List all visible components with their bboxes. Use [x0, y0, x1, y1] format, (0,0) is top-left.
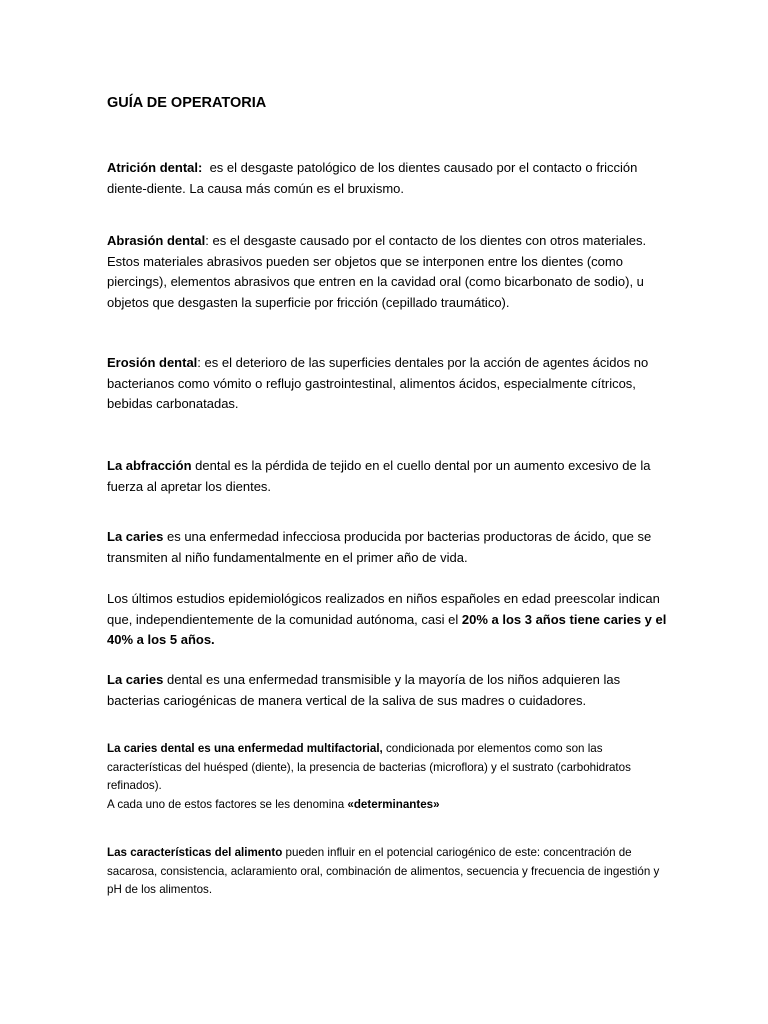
term-alimento: Las características del alimento [107, 846, 283, 859]
term-determinantes: «determinantes» [347, 797, 440, 811]
stat-highlight: 20% a los 3 años tiene caries y el 40% a los 5 años. [107, 611, 667, 647]
term-abfraccion: La abfracción [107, 458, 192, 473]
paragraph-abfraccion [107, 456, 667, 497]
paragraph-atricion [107, 158, 667, 199]
text-alimento: pueden influir en el potencial cariogénico de este: concentración de sacarosa, consistencia, aclaramiento oral, combinación de alimentos, secuencia y frecuencia de ingestión y pH de los alimentos. [107, 846, 660, 896]
text-determinantes: A cada uno de estos factores se les denomina [107, 797, 348, 811]
text-abrasion: : es el desgaste causado por el contacto de los dientes con otros materiales. Estos materiales abrasivos pueden ser objetos que se interponen entre los dientes (como piercings), elementos abrasivos que entren en la cavidad oral (como bicarbonato de sodio), u objetos que desgasten la superficie por fricción (cepillado traumático). [107, 233, 647, 310]
paragraph-caries-infecciosa [107, 527, 667, 568]
paragraph-abrasion [107, 231, 667, 313]
text-caries-infecciosa: es una enfermedad infecciosa producida por bacterias productoras de ácido, que se transmiten al niño fundamentalmente en el primer año de vida. [107, 529, 652, 565]
paragraph-erosion [107, 353, 667, 415]
term-atricion: Atrición dental: [107, 160, 203, 175]
text-atricion: es el desgaste patológico de los dientes causado por el contacto o fricción diente-diente. La causa más común es el bruxismo. [107, 160, 642, 196]
text-abfraccion: dental es la pérdida de tejido en el cuello dental por un aumento excesivo de la fuerza al apretar los dientes. [107, 458, 651, 494]
text-caries-transmisible: dental es una enfermedad transmisible y la mayoría de los niños adquieren las bacterias cariogénicas de manera vertical de la saliva de sus madres o cuidadores. [107, 672, 621, 708]
paragraph-caries-transmisible [107, 670, 667, 711]
paragraph-multifactorial [107, 740, 663, 814]
term-caries-transmisible: La caries [107, 672, 164, 687]
determinantes-line [107, 796, 663, 815]
term-erosion: Erosión dental [107, 355, 198, 370]
term-multifactorial: La caries dental es una enfermedad multifactorial, [107, 742, 383, 755]
text-erosion: : es el deterioro de las superficies dentales por la acción de agentes ácidos no bacterianos como vómito o reflujo gastrointestinal, alimentos ácidos, especialmente cítricos, bebidas carbonatadas. [107, 355, 649, 411]
page-title: GUÍA DE OPERATORIA [107, 95, 267, 111]
text-multifactorial: condicionada por elementos como son las características del huésped (diente), la presencia de bacterias (microflora) y el sustrato (carbohidratos refinados). [107, 742, 631, 792]
text-estudios: Los últimos estudios epidemiológicos realizados en niños españoles en edad preescolar indican que, independientemente de la comunidad autónoma, casi el [107, 591, 660, 627]
paragraph-estudios [107, 589, 667, 651]
paragraph-alimento [107, 844, 663, 900]
term-abrasion: Abrasión dental [107, 233, 206, 248]
term-caries-infecciosa: La caries [107, 529, 164, 544]
